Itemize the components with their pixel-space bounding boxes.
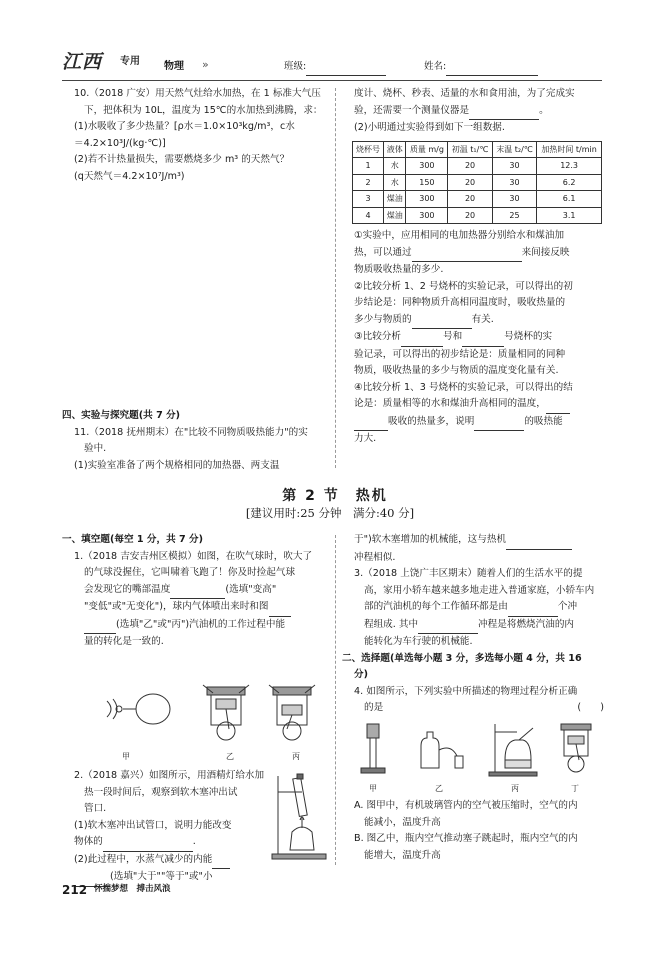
- name-label: 姓名:: [424, 61, 447, 72]
- table-cell: 水: [384, 158, 406, 175]
- table-row: [353, 207, 602, 224]
- q4-figure: [355, 720, 605, 782]
- c3-blank-1[interactable]: [401, 329, 443, 347]
- table-cell: 300: [406, 207, 448, 224]
- c3-blank-2[interactable]: [462, 329, 504, 347]
- q2-continued: 于")软木塞增加的机械能，这与热机 冲程相似.: [342, 532, 604, 566]
- table-cell: 20: [448, 207, 492, 224]
- q10-part1: (1)水吸收了多少热量？[ρ水＝1.0×10³kg/m³，c水 ＝4.2×10³J/(kg·℃)]: [74, 121, 295, 149]
- q10-part2: (2)若不计热量损失，需要燃烧多少 m³ 的天然气？ (q天然气＝4.2×10⁷J/m³): [74, 154, 290, 182]
- right-bottom-column: [342, 532, 604, 717]
- q1-blank-2b[interactable]: [84, 617, 116, 635]
- bottle-stopper-icon: [421, 732, 463, 768]
- series-logo: 江西: [62, 51, 103, 73]
- page-header: [62, 44, 632, 80]
- steam-flask-icon: [489, 724, 537, 776]
- section-title: 第 2 节 热机: [282, 488, 388, 504]
- table-header-cell: 末温 t₂/℃: [492, 141, 536, 158]
- q2-stem: 2.（2018 嘉兴）如图所示，用酒精灯给水加 热一段时间后，观察到软木塞冲出试 管口.: [74, 770, 265, 814]
- header-rule: [62, 80, 602, 81]
- table-cell: 20: [448, 191, 492, 208]
- q2-blank-2a[interactable]: [212, 852, 230, 870]
- table-header-cell: 液体: [384, 141, 406, 158]
- balloon-icon: [107, 694, 170, 724]
- class-field: [284, 59, 386, 76]
- air-compression-tube-icon: [361, 724, 385, 773]
- c1-blank[interactable]: [412, 245, 522, 263]
- engine-ding-icon: [561, 724, 591, 772]
- option-b[interactable]: B. 图乙中，瓶内空气推动塞子跳起时，瓶内空气的内 能增大，温度升高: [354, 833, 578, 861]
- table-header-cell: 质量 m/g: [406, 141, 448, 158]
- q1-figure: [95, 675, 335, 750]
- figure-label-ding: 丁: [571, 784, 579, 793]
- table-cell: 12.3: [537, 158, 602, 175]
- q2-part1: (1)软木塞冲出试管口，说明力能改变 物体的 .: [62, 818, 267, 852]
- table-row: [353, 191, 602, 208]
- figure-label-jia: 甲: [122, 752, 130, 761]
- right-top-column: [342, 86, 604, 448]
- c4-blank-2[interactable]: [474, 414, 524, 432]
- left-top-column: [62, 86, 332, 185]
- table-cell: 30: [492, 191, 536, 208]
- table-cell: 4: [353, 207, 384, 224]
- q3-blank-1[interactable]: [508, 599, 558, 617]
- column-divider-bottom: [335, 535, 336, 865]
- q2-figure: [268, 770, 330, 862]
- class-label: 班级:: [284, 61, 307, 72]
- figure-label-yi: 乙: [226, 752, 234, 761]
- table-row: [353, 158, 602, 175]
- instrument-blank[interactable]: [469, 103, 539, 121]
- table-cell: 20: [448, 174, 492, 191]
- q1-stem: 1.（2018 吉安吉州区模拟）如图，在吹气球时，吹大了 的气球没握住，它叫啸着飞跑了！你及时捡起气球 会发现它的嘴部温度 (选填"变高" "变低"或"无变化")，球内气体喷出来时和图 (选填"乙"或"丙")汽油机的工作过程中能 量的转化是一致的.: [74, 550, 313, 647]
- table-cell: 30: [492, 158, 536, 175]
- class-blank[interactable]: [306, 59, 386, 76]
- q1-blank-1[interactable]: [170, 582, 225, 600]
- choice-section-title: 二、选择题(单选每小题 3 分，多选每小题 4 分，共 16 分): [342, 652, 582, 680]
- name-field: [424, 59, 538, 76]
- subject-label: 物理: [164, 61, 184, 72]
- q11-part2: (2)小明通过实验得到如下一组数据.: [354, 122, 505, 133]
- q11-continued: 度计、烧杯、秒表、适量的水和食用油，为了完成实 验，还需要一个测量仪器是 。: [342, 86, 604, 120]
- answer-bracket[interactable]: ( ): [577, 702, 604, 713]
- c4-blank-1b[interactable]: [354, 414, 388, 432]
- q11-part1: (1)实验室准备了两个规格相同的加热器、两支温: [74, 459, 280, 471]
- table-cell: 3.1: [537, 207, 602, 224]
- q1-blank-2a[interactable]: [269, 599, 291, 617]
- q4-stem: 4. 如图所示，下列实验中所描述的物理过程分析正确 的是 ( ): [342, 684, 604, 717]
- page-number: 212: [62, 883, 88, 897]
- q11-c4: ④比较分析 1、3 号烧杯的实验记录，可以得出的结 论是：质量相等的水和煤油升高相同的温度， 吸收的热量多，说明 的吸热能 力大.: [354, 381, 573, 445]
- chevron-double-right-icon: »: [202, 58, 209, 71]
- q2-blank-3[interactable]: [506, 532, 572, 550]
- table-cell: 300: [406, 158, 448, 175]
- table-cell: 水: [384, 174, 406, 191]
- table-cell: 2: [353, 174, 384, 191]
- table-cell: 20: [448, 158, 492, 175]
- table-cell: 煤油: [384, 207, 406, 224]
- q11-c2: ②比较分析 1、2 号烧杯的实验记录，可以得出的初 步结论是：同种物质升高相同温度时，吸收热量的 多少与物质的 有关.: [342, 279, 604, 330]
- q3-blank-2[interactable]: [418, 617, 478, 635]
- name-blank[interactable]: [446, 59, 538, 76]
- section-subtitle: [建议用时:25 分钟 满分:40 分]: [245, 506, 415, 520]
- footer-slogan: 怀揣梦想 搏击风浪: [94, 884, 171, 894]
- fill-section-title: 一、填空题(每空 1 分，共 7 分): [62, 534, 204, 545]
- left-bottom-column: [62, 532, 332, 651]
- figure-label-bing: 丙: [511, 784, 519, 793]
- table-header-row: [353, 141, 602, 158]
- table-cell: 3: [353, 191, 384, 208]
- table-header-cell: 烧杯号: [353, 141, 384, 158]
- alcohol-lamp-test-tube-icon: [272, 774, 326, 859]
- q10-stem: 10.（2018 广安）用天然气灶给水加热，在 1 标准大气压 下，把体积为 10L，温度为 15℃的水加热到沸腾，求：: [74, 88, 323, 116]
- figure-label-bing: 丙: [292, 752, 300, 761]
- column-divider-top: [335, 88, 336, 468]
- q11-stem: 11.（2018 抚州期末）在"比较不同物质吸热能力"的实 验中.: [74, 426, 308, 454]
- engine-bing-icon: [269, 685, 315, 740]
- q2-block: [62, 768, 267, 887]
- table-header-cell: 初温 t₁/℃: [448, 141, 492, 158]
- q3-stem: 3.（2018 上饶广丰区期末）随着人们的生活水平的提 高，家用小轿车越来越多地走进入普通家庭，小轿车内 部的汽油机的每个工作循环都是由 个冲 程组成. 其中 冲程是将燃烧汽油的内 能转化为车行驶的机械能.: [354, 568, 595, 647]
- figure-label-yi: 乙: [435, 784, 443, 793]
- table-cell: 30: [492, 174, 536, 191]
- table-cell: 25: [492, 207, 536, 224]
- table-row: [353, 174, 602, 191]
- table-cell: 150: [406, 174, 448, 191]
- engine-yi-icon: [203, 685, 249, 740]
- left-section4: [62, 408, 332, 474]
- c2-blank[interactable]: [412, 312, 472, 330]
- table-cell: 300: [406, 191, 448, 208]
- c4-blank-1a[interactable]: [546, 396, 570, 414]
- figure-label-jia: 甲: [369, 784, 377, 793]
- q11-c3: ③比较分析 号和 号烧杯的实 验记录，可以得出的初步结论是：质量相同的同种 物质，吸收热量的多少与物质的温度变化量有关.: [354, 331, 566, 377]
- table-cell: 1: [353, 158, 384, 175]
- data-table: [352, 141, 602, 225]
- series-logo-sub: 专用: [120, 56, 140, 67]
- section4-title: 四、实验与探究题(共 7 分): [62, 410, 181, 421]
- table-cell: 6.2: [537, 174, 602, 191]
- table-header-cell: 加热时间 t/min: [537, 141, 602, 158]
- table-cell: 煤油: [384, 191, 406, 208]
- table-cell: 6.1: [537, 191, 602, 208]
- q2-part2: (2)此过程中，水蒸气减少的内能 (选填"大于""等于"或"小: [62, 852, 267, 887]
- q4-options: [342, 798, 604, 864]
- q11-c1: ①实验中，应用相同的电加热器分别给水和煤油加 热，可以通过 来间接反映 物质吸收热量的多少.: [354, 230, 570, 276]
- q2-blank-1[interactable]: [103, 834, 193, 852]
- option-a[interactable]: A. 图甲中，有机玻璃管内的空气被压缩时，空气的内 能减小，温度升高: [354, 800, 578, 828]
